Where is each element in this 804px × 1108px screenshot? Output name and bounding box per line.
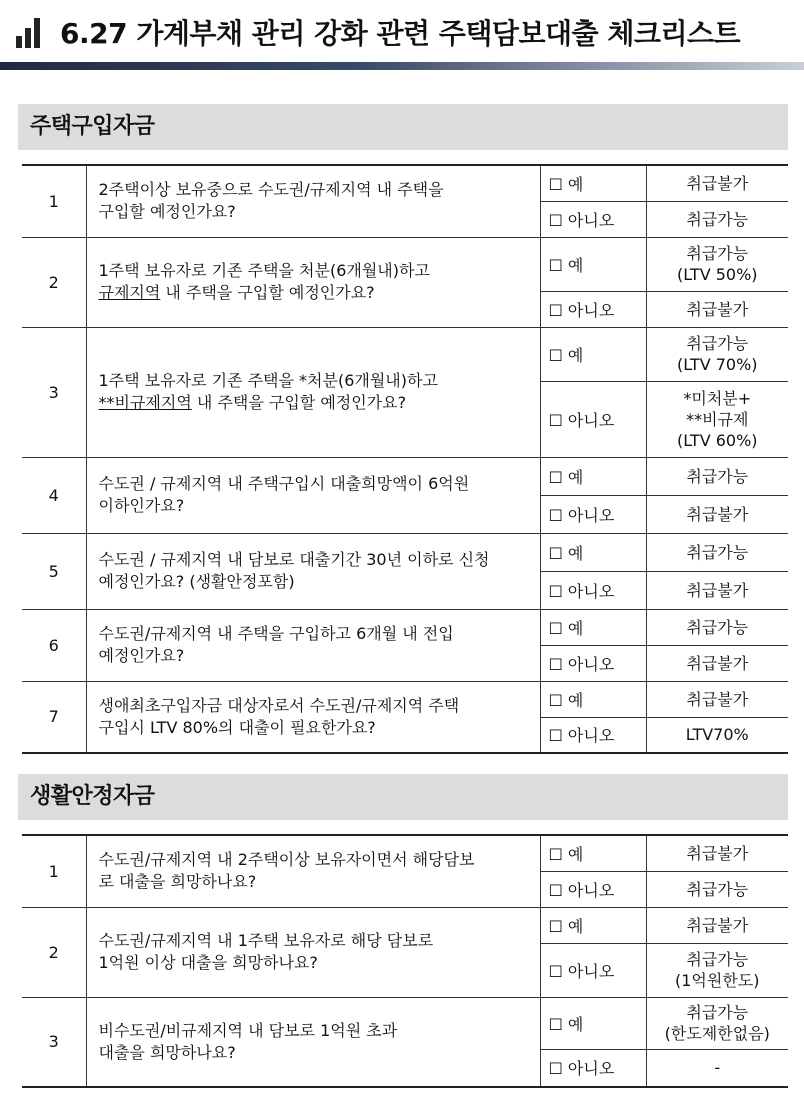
result-line: 취급가능: [686, 209, 749, 229]
result-line: 취급가능: [686, 879, 749, 899]
table-row: [22, 997, 788, 1049]
question-number: 5: [22, 533, 86, 609]
underlined-term: **비규제지역: [98, 393, 192, 412]
no-checkbox[interactable]: ☐ 아니오: [540, 717, 646, 753]
question-line: 구입할 예정인가요?: [98, 202, 236, 222]
result-line: 취급불가: [686, 915, 749, 935]
bar-chart-icon: [16, 18, 46, 48]
question-text: [86, 457, 540, 533]
result-line: 취급가능: [686, 334, 749, 353]
checklist-table: [22, 834, 788, 1088]
section-living-stability: [18, 774, 788, 1088]
no-checkbox[interactable]: ☐ 아니오: [540, 943, 646, 997]
question-line: [99, 392, 528, 414]
question-line: 예정인가요? (생활안정포함): [98, 572, 295, 591]
yes-result: [646, 165, 788, 201]
question-line: 비수도권/비규제지역 내 담보로 1억원 초과: [98, 1020, 398, 1040]
question-line-rest: 내 주택을 구입할 예정인가요?: [160, 283, 375, 302]
question-line: 예정인가요?: [98, 646, 185, 665]
result-line: (1억원한도): [675, 971, 760, 990]
result-line: LTV70%: [685, 725, 749, 745]
question-line: 로 대출을 희망하나요?: [98, 872, 257, 892]
yes-checkbox[interactable]: ☐ 예: [540, 681, 646, 717]
result-line: 취급불가: [686, 580, 749, 600]
result-line: (한도제한없음): [664, 1024, 770, 1043]
result-line: 취급가능: [686, 617, 749, 637]
question-text: [86, 907, 540, 997]
yes-result: [646, 681, 788, 717]
question-line: 생애최초구입자금 대상자로서 수도권/규제지역 주택: [98, 695, 460, 715]
question-text: [86, 165, 540, 237]
table-row: [22, 327, 788, 381]
result-line: 취급불가: [686, 504, 749, 524]
no-checkbox[interactable]: ☐ 아니오: [540, 871, 646, 907]
question-line: 수도권/규제지역 내 1주택 보유자로 해당 담보로: [98, 931, 434, 950]
section-heading: 생활안정자금: [18, 774, 788, 820]
page-title: 6.27 가계부채 관리 강화 관련 주택담보대출 체크리스트: [60, 17, 741, 50]
result-line: 취급불가: [686, 689, 749, 709]
yes-checkbox[interactable]: ☐ 예: [540, 533, 646, 571]
yes-result: [646, 997, 788, 1049]
yes-checkbox[interactable]: ☐ 예: [540, 609, 646, 645]
result-line: 취급가능: [686, 1003, 749, 1022]
question-line: [99, 282, 528, 304]
yes-result: [646, 457, 788, 495]
no-result: [646, 495, 788, 533]
question-line: 2주택이상 보유중으로 수도권/규제지역 내 주택을: [98, 180, 444, 200]
underlined-term: 규제지역: [98, 283, 161, 302]
question-text: [86, 681, 540, 753]
section-home-purchase: [18, 104, 788, 754]
result-line: 취급불가: [686, 843, 749, 863]
result-line: -: [714, 1058, 721, 1078]
result-line: *미처분+: [683, 388, 752, 408]
question-number: 6: [22, 609, 86, 681]
no-result: [646, 645, 788, 681]
table-row: [22, 835, 788, 871]
question-number: 7: [22, 681, 86, 753]
yes-result: [646, 237, 788, 291]
question-text: [86, 327, 540, 457]
question-line: 1억원 이상 대출을 희망하나요?: [98, 953, 318, 972]
result-line: (LTV 60%): [676, 430, 758, 450]
yes-result: [646, 609, 788, 645]
result-line: (LTV 50%): [676, 265, 758, 284]
yes-checkbox[interactable]: ☐ 예: [540, 907, 646, 943]
result-line: 취급불가: [686, 653, 749, 673]
table-row: [22, 165, 788, 201]
question-text: [86, 997, 540, 1087]
question-line: 이하인가요?: [98, 496, 185, 515]
no-checkbox[interactable]: ☐ 아니오: [540, 201, 646, 237]
header: [0, 0, 804, 70]
checklist-table: [22, 164, 788, 754]
result-line: (LTV 70%): [676, 355, 758, 374]
no-result: [646, 943, 788, 997]
yes-result: [646, 907, 788, 943]
yes-checkbox[interactable]: ☐ 예: [540, 165, 646, 201]
no-result: [646, 571, 788, 609]
no-checkbox[interactable]: ☐ 아니오: [540, 381, 646, 457]
question-number: 2: [22, 237, 86, 327]
no-checkbox[interactable]: ☐ 아니오: [540, 1049, 646, 1087]
question-line-rest: 내 주택을 구입할 예정인가요?: [191, 393, 407, 412]
title-divider: [0, 62, 804, 70]
result-line: 취급불가: [686, 299, 749, 319]
question-text: [86, 237, 540, 327]
question-number: 2: [22, 907, 86, 997]
section-heading: 주택구입자금: [18, 104, 788, 150]
yes-result: [646, 533, 788, 571]
yes-checkbox[interactable]: ☐ 예: [540, 237, 646, 291]
question-number: 3: [22, 997, 86, 1087]
question-number: 3: [22, 327, 86, 457]
table-row: [22, 681, 788, 717]
question-text: [86, 835, 540, 907]
no-result: [646, 201, 788, 237]
yes-checkbox[interactable]: ☐ 예: [540, 457, 646, 495]
no-checkbox[interactable]: ☐ 아니오: [540, 571, 646, 609]
question-line: 수도권/규제지역 내 2주택이상 보유자이면서 해당담보: [98, 850, 475, 870]
no-result: [646, 717, 788, 753]
table-row: [22, 907, 788, 943]
no-checkbox[interactable]: ☐ 아니오: [540, 645, 646, 681]
no-checkbox[interactable]: ☐ 아니오: [540, 495, 646, 533]
result-line: 취급불가: [686, 173, 749, 193]
yes-checkbox[interactable]: ☐ 예: [540, 997, 646, 1049]
question-line: 구입시 LTV 80%의 대출이 필요한가요?: [98, 717, 376, 737]
table-row: [22, 457, 788, 495]
question-line: 수도권/규제지역 내 주택을 구입하고 6개월 내 전입: [98, 624, 454, 643]
yes-checkbox[interactable]: ☐ 예: [540, 835, 646, 871]
table-row: [22, 237, 788, 291]
question-line: 수도권 / 규제지역 내 담보로 대출기간 30년 이하로 신청: [98, 550, 490, 569]
no-checkbox[interactable]: ☐ 아니오: [540, 291, 646, 327]
result-line: 취급가능: [686, 950, 749, 969]
result-line: 취급가능: [686, 466, 749, 486]
table-row: [22, 609, 788, 645]
result-line: 취급가능: [686, 542, 749, 562]
question-line: 1주택 보유자로 기존 주택을 *처분(6개월내)하고: [98, 371, 438, 390]
question-text: [86, 609, 540, 681]
no-result: [646, 1049, 788, 1087]
yes-result: [646, 835, 788, 871]
question-number: 4: [22, 457, 86, 533]
question-line: 수도권 / 규제지역 내 주택구입시 대출희망액이 6억원: [98, 474, 470, 493]
no-result: [646, 871, 788, 907]
question-line: 대출을 희망하나요?: [98, 1042, 236, 1062]
result-line: **비규제: [686, 409, 749, 429]
no-result: [646, 291, 788, 327]
question-line: 1주택 보유자로 기존 주택을 처분(6개월내)하고: [98, 261, 430, 280]
question-text: [86, 533, 540, 609]
yes-result: [646, 327, 788, 381]
table-row: [22, 533, 788, 571]
question-number: 1: [22, 835, 86, 907]
no-result: [646, 381, 788, 457]
question-number: 1: [22, 165, 86, 237]
yes-checkbox[interactable]: ☐ 예: [540, 327, 646, 381]
result-line: 취급가능: [686, 244, 749, 263]
